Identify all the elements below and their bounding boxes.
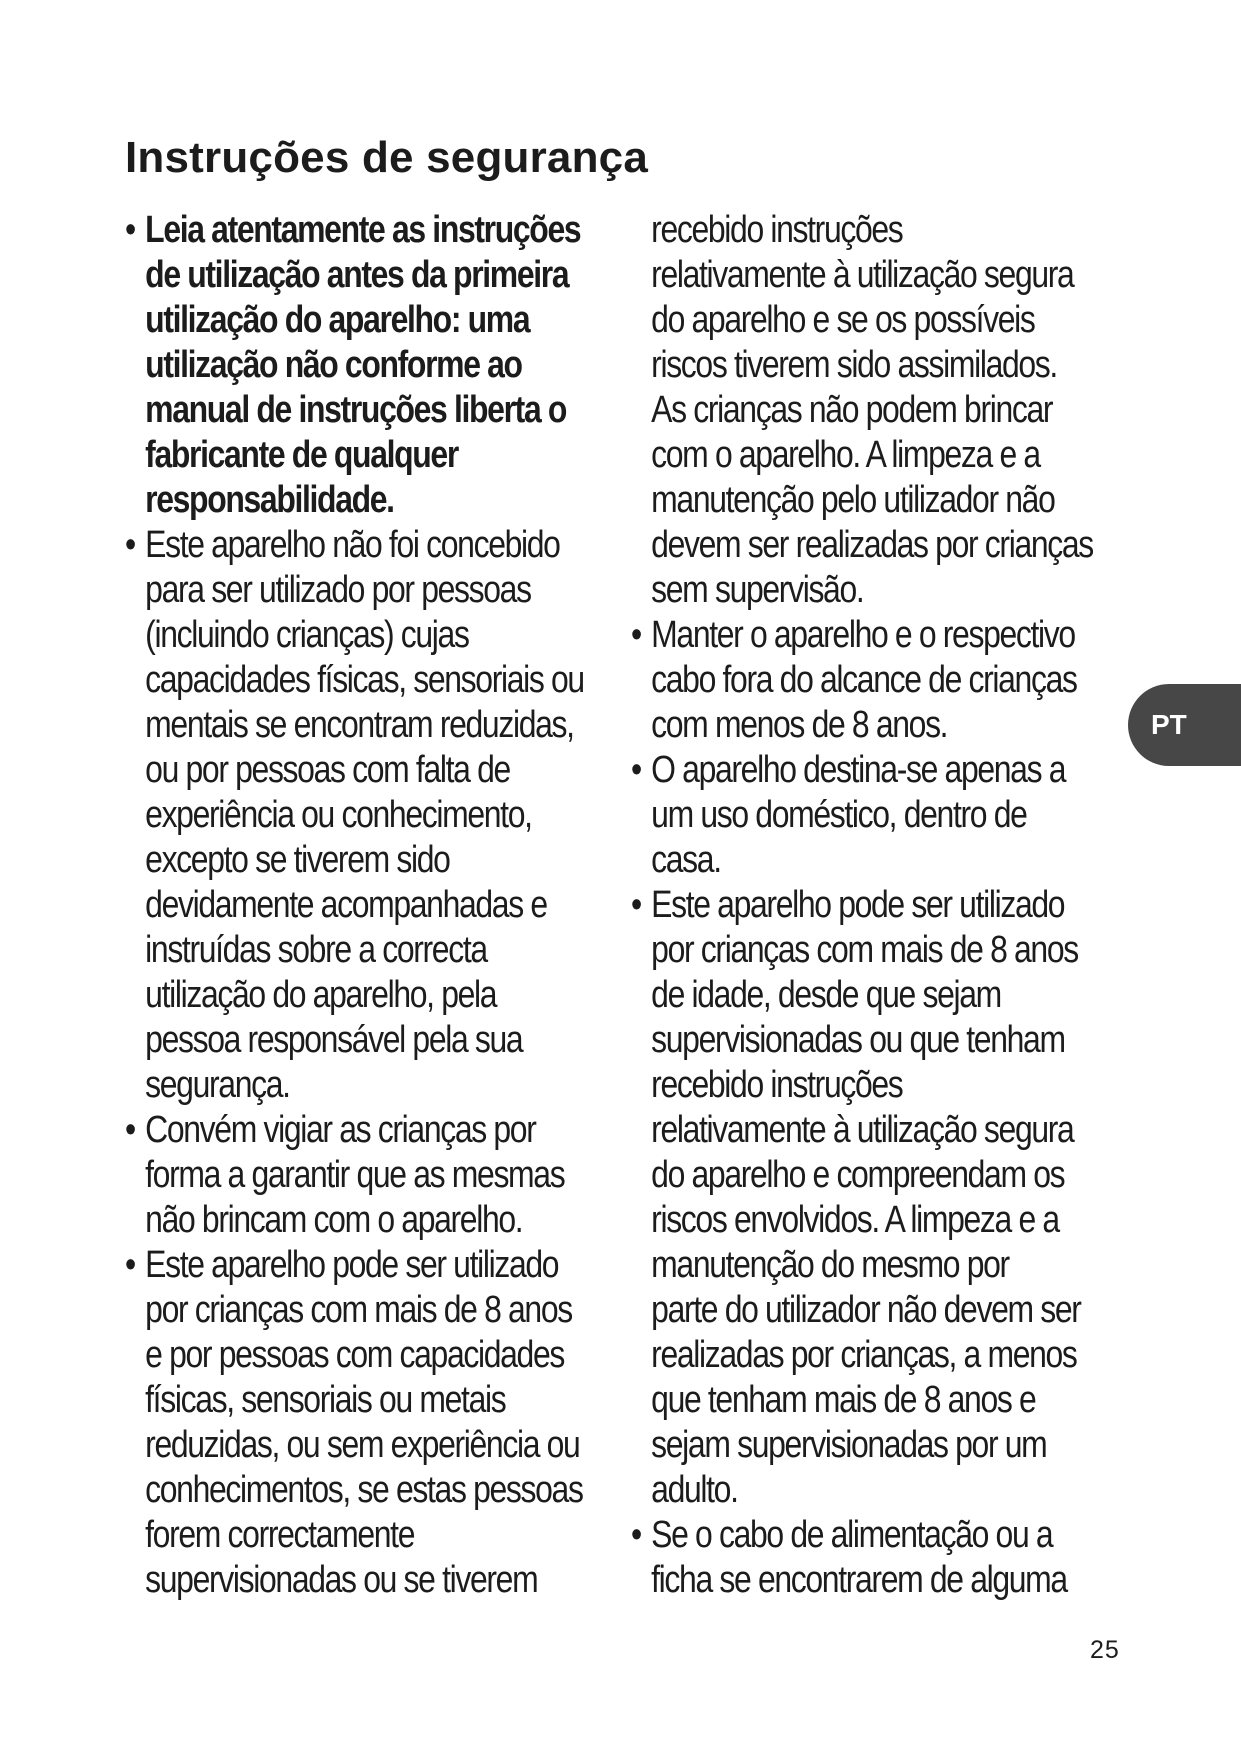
line-text: sejam supervisionadas por um — [651, 1424, 1047, 1466]
line-text: instruídas sobre a correcta — [145, 929, 487, 971]
text-line — [631, 1243, 1093, 1288]
text-line — [631, 793, 1093, 838]
text-line — [631, 1423, 1093, 1468]
line-text: Convém vigiar as crianças por — [145, 1109, 536, 1151]
line-text: forma a garantir que as mesmas — [145, 1154, 565, 1196]
text-line — [125, 478, 584, 523]
text-line — [631, 1018, 1093, 1063]
text-line — [631, 1558, 1093, 1603]
line-text: não brincam com o aparelho. — [145, 1199, 523, 1241]
bullet-icon: • — [125, 1244, 135, 1286]
line-text: As crianças não podem brincar — [651, 389, 1053, 431]
line-text: Se o cabo de alimentação ou a — [651, 1514, 1053, 1556]
line-text: (incluindo crianças) cujas — [145, 614, 469, 656]
right-column — [631, 208, 1093, 1603]
text-line — [125, 298, 584, 343]
line-text: e por pessoas com capacidades — [145, 1334, 564, 1376]
text-line — [631, 1333, 1093, 1378]
text-line — [125, 973, 584, 1018]
line-text: manutenção do mesmo por — [651, 1244, 1009, 1286]
line-text: de idade, desde que sejam — [651, 974, 1001, 1016]
line-text: utilização não conforme ao — [145, 344, 522, 386]
line-text: excepto se tiverem sido — [145, 839, 450, 881]
page-number: 25 — [1090, 1636, 1120, 1664]
text-line — [125, 568, 584, 613]
text-line — [125, 928, 584, 973]
line-text: segurança. — [145, 1064, 290, 1106]
bullet-item-start — [125, 523, 584, 568]
line-text: parte do utilizador não devem ser — [651, 1289, 1081, 1331]
text-line — [125, 1063, 584, 1108]
line-text: pessoa responsável pela sua — [145, 1019, 523, 1061]
line-text: com o aparelho. A limpeza e a — [651, 434, 1040, 476]
line-text: para ser utilizado por pessoas — [145, 569, 531, 611]
text-line — [631, 1468, 1093, 1513]
line-text: Este aparelho pode ser utilizado — [651, 884, 1065, 926]
language-tab: PT — [1128, 684, 1241, 766]
text-line — [631, 343, 1093, 388]
text-line — [125, 1468, 584, 1513]
text-line — [125, 748, 584, 793]
line-text: Leia atentamente as instruções — [145, 209, 581, 251]
line-text: Este aparelho pode ser utilizado — [145, 1244, 559, 1286]
bullet-item-start — [125, 1243, 584, 1288]
text-line — [631, 838, 1093, 883]
line-text: capacidades físicas, sensoriais ou — [145, 659, 584, 701]
bullet-icon: • — [125, 209, 135, 251]
text-line — [631, 298, 1093, 343]
bullet-item-start — [631, 748, 1093, 793]
text-line — [125, 1198, 584, 1243]
left-column — [125, 208, 584, 1603]
bullet-item-start — [125, 208, 584, 253]
line-text: riscos envolvidos. A limpeza e a — [651, 1199, 1059, 1241]
line-text: experiência ou conhecimento, — [145, 794, 532, 836]
line-text: com menos de 8 anos. — [651, 704, 948, 746]
line-text: riscos tiverem sido assimilados. — [651, 344, 1057, 386]
line-text: manual de instruções liberta o — [145, 389, 567, 431]
text-line — [125, 343, 584, 388]
line-text: cabo fora do alcance de crianças — [651, 659, 1077, 701]
text-line — [125, 703, 584, 748]
text-line — [631, 1108, 1093, 1153]
line-text: um uso doméstico, dentro de — [651, 794, 1027, 836]
line-text: de utilização antes da primeira — [145, 254, 569, 296]
text-line — [125, 388, 584, 433]
text-line — [125, 1288, 584, 1333]
text-line — [631, 973, 1093, 1018]
line-text: do aparelho e compreendam os — [651, 1154, 1065, 1196]
line-text: utilização do aparelho, pela — [145, 974, 497, 1016]
bullet-icon: • — [125, 1109, 135, 1151]
line-text: O aparelho destina-se apenas a — [651, 749, 1066, 791]
text-line — [125, 1333, 584, 1378]
text-line — [125, 883, 584, 928]
line-text: por crianças com mais de 8 anos — [651, 929, 1078, 971]
bullet-icon: • — [631, 614, 641, 656]
line-text: supervisionadas ou se tiverem — [145, 1559, 538, 1601]
text-line — [125, 1558, 584, 1603]
bullet-item-start — [631, 1513, 1093, 1558]
line-text: manutenção pelo utilizador não — [651, 479, 1055, 521]
text-line — [125, 1378, 584, 1423]
line-text: Manter o aparelho e o respectivo — [651, 614, 1075, 656]
text-line — [631, 208, 1093, 253]
line-text: relativamente à utilização segura — [651, 1109, 1074, 1151]
line-text: que tenham mais de 8 anos e — [651, 1379, 1036, 1421]
line-text: ou por pessoas com falta de — [145, 749, 510, 791]
line-text: supervisionadas ou que tenham — [651, 1019, 1065, 1061]
text-line — [631, 703, 1093, 748]
text-line — [631, 1378, 1093, 1423]
line-text: forem correctamente — [145, 1514, 415, 1556]
text-line — [631, 928, 1093, 973]
line-text: físicas, sensoriais ou metais — [145, 1379, 506, 1421]
line-text: conhecimentos, se estas pessoas — [145, 1469, 583, 1511]
line-text: sem supervisão. — [651, 569, 864, 611]
bullet-item-start — [631, 883, 1093, 928]
text-line — [125, 793, 584, 838]
line-text: recebido instruções — [651, 209, 903, 251]
line-text: reduzidas, ou sem experiência ou — [145, 1424, 580, 1466]
text-line — [125, 613, 584, 658]
text-line — [125, 658, 584, 703]
text-line — [631, 1288, 1093, 1333]
text-line — [631, 568, 1093, 613]
line-text: devem ser realizadas por crianças — [651, 524, 1093, 566]
line-text: recebido instruções — [651, 1064, 903, 1106]
bullet-item-start — [631, 613, 1093, 658]
bullet-icon: • — [125, 524, 135, 566]
line-text: ficha se encontrarem de alguma — [651, 1559, 1067, 1601]
text-line — [631, 388, 1093, 433]
text-line — [631, 433, 1093, 478]
line-text: mentais se encontram reduzidas, — [145, 704, 574, 746]
text-line — [631, 1198, 1093, 1243]
text-line — [125, 253, 584, 298]
text-line — [125, 838, 584, 883]
text-line — [631, 478, 1093, 523]
text-line — [631, 1153, 1093, 1198]
line-text: por crianças com mais de 8 anos — [145, 1289, 572, 1331]
text-line — [125, 1018, 584, 1063]
line-text: responsabilidade. — [145, 479, 394, 521]
page-title: Instruções de segurança — [125, 133, 649, 182]
text-line — [125, 1423, 584, 1468]
text-line — [631, 523, 1093, 568]
bullet-item-start — [125, 1108, 584, 1153]
line-text: devidamente acompanhadas e — [145, 884, 547, 926]
text-line — [631, 1063, 1093, 1108]
line-text: do aparelho e se os possíveis — [651, 299, 1035, 341]
bullet-icon: • — [631, 749, 641, 791]
line-text: adulto. — [651, 1469, 738, 1511]
line-text: Este aparelho não foi concebido — [145, 524, 560, 566]
line-text: realizadas por crianças, a menos — [651, 1334, 1077, 1376]
text-line — [125, 433, 584, 478]
line-text: utilização do aparelho: uma — [145, 299, 530, 341]
bullet-icon: • — [631, 884, 641, 926]
text-line — [631, 658, 1093, 703]
line-text: relativamente à utilização segura — [651, 254, 1074, 296]
line-text: casa. — [651, 839, 721, 881]
text-line — [125, 1513, 584, 1558]
text-line — [631, 253, 1093, 298]
line-text: fabricante de qualquer — [145, 434, 458, 476]
bullet-icon: • — [631, 1514, 641, 1556]
text-line — [125, 1153, 584, 1198]
